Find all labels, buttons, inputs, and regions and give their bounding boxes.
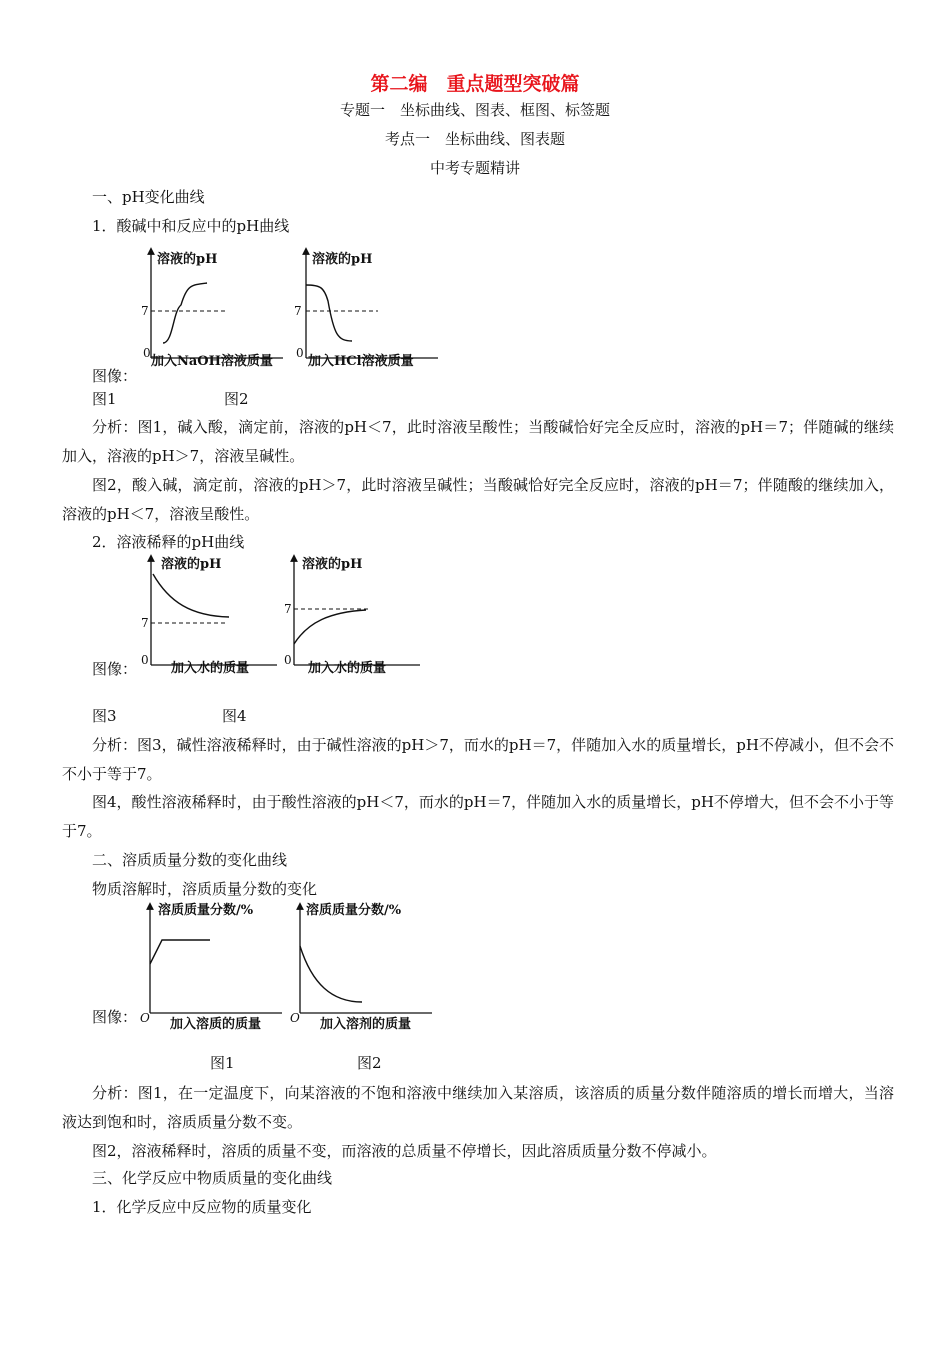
chart-fraction-solute [138,900,288,1030]
section1-sub1-heading: 1．酸碱中和反应中的pH曲线 [92,217,290,235]
section2-heading: 二、溶质质量分数的变化曲线 [92,851,288,869]
fraction-curve [150,940,210,964]
fraction-curve [300,946,362,1002]
tick-zero: 0 [141,653,149,667]
tick-zero: 0 [143,346,151,360]
lecture-heading: 中考专题精讲 [429,159,520,177]
ph-ylabel: 溶液的pH [302,557,363,572]
tick-origin: O [140,1011,150,1025]
section2-analysis-1: 分析：图1，在一定温度下，向某溶液的不饱和溶液中继续加入某溶质，该溶质的质量分数伴随溶质的增长而增大，当溶液达到饱和时，溶质质量分数不变。 [62,1084,894,1131]
tick-seven: 7 [294,304,302,318]
section1-heading: 一、pH变化曲线 [92,188,205,206]
section1-analysis-1: 分析：图1，碱入酸，滴定前，溶液的pH＜7，此时溶液呈酸性；当酸碱恰好完全反应时，溶液的pH＝7；伴随碱的继续加入，溶液的pH＞7，溶液呈碱性。 [62,418,894,465]
solvent-xlabel: 加入溶剂的质量 [320,1017,412,1032]
ph-curve [163,283,207,343]
fig1-caption: 图1 [92,390,117,408]
section1-sub1-image-label: 图像： [92,367,138,385]
water-xlabel: 加入水的质量 [308,661,387,676]
naoh-xlabel: 加入NaOH溶液质量 [151,354,273,369]
chart-ph-dilute-base [135,552,285,677]
section1-sub2-heading: 2．溶液稀释的pH曲线 [92,533,245,551]
tick-seven: 7 [141,616,149,630]
hcl-xlabel: 加入HCl溶液质量 [308,354,414,369]
section3-sub1-heading: 1．化学反应中反应物的质量变化 [92,1198,312,1216]
ph-curve [294,610,366,644]
fig3-caption: 图3 [92,707,117,725]
chart-ph-hcl [290,245,450,370]
fig2-caption: 图2 [224,390,249,408]
fig4-caption: 图4 [222,707,247,725]
section2-analysis-2: 图2，溶液稀释时，溶质的质量不变，而溶液的总质量不停增长，因此溶质质量分数不停减小。 [92,1142,717,1160]
chart-ph-naoh [135,245,295,370]
section2-fig1-caption: 图1 [210,1054,235,1072]
tick-zero: 0 [296,346,304,360]
ph-curve [153,574,229,617]
frac-ylabel: 溶质质量分数/% [306,903,402,918]
tick-origin: O [290,1011,300,1025]
chart-fraction-solvent [288,900,438,1030]
ph-ylabel: 溶液的pH [157,252,218,267]
section3-heading: 三、化学反应中物质质量的变化曲线 [92,1169,333,1187]
chart-ph-dilute-acid [280,552,430,677]
tick-zero: 0 [284,653,292,667]
section2-intro: 物质溶解时，溶质质量分数的变化 [92,880,318,898]
section1-analysis-3: 分析：图3，碱性溶液稀释时，由于碱性溶液的pH＞7，而水的pH＝7，伴随加入水的质量增长，pH不停减小，但不会不不小于等于7。 [62,736,894,783]
tick-seven: 7 [284,602,292,616]
section2-image-label: 图像： [92,1008,138,1026]
point-heading: 考点一 坐标曲线、图表题 [384,130,565,148]
ph-ylabel: 溶液的pH [161,557,222,572]
tick-seven: 7 [141,304,149,318]
section1-analysis-2: 图2，酸入碱，滴定前，溶液的pH＞7，此时溶液呈碱性；当酸碱恰好完全反应时，溶液的pH＝7；伴随酸的继续加入，溶液的pH＜7，溶液呈酸性。 [62,476,894,523]
topic-heading: 专题一 坐标曲线、图表、框图、标签题 [339,101,610,119]
water-xlabel: 加入水的质量 [171,661,250,676]
section1-sub2-image-label: 图像： [92,660,138,678]
ph-curve [306,285,352,341]
section1-analysis-4: 图4，酸性溶液稀释时，由于酸性溶液的pH＜7，而水的pH＝7，伴随加入水的质量增长，pH不停增大，但不会不小于等于7。 [62,793,894,840]
frac-ylabel: 溶质质量分数/% [158,903,254,918]
solute-xlabel: 加入溶质的质量 [170,1017,262,1032]
ph-ylabel: 溶液的pH [312,252,373,267]
section2-fig2-caption: 图2 [357,1054,382,1072]
page-title: 第二编 重点题型突破篇 [370,73,580,95]
